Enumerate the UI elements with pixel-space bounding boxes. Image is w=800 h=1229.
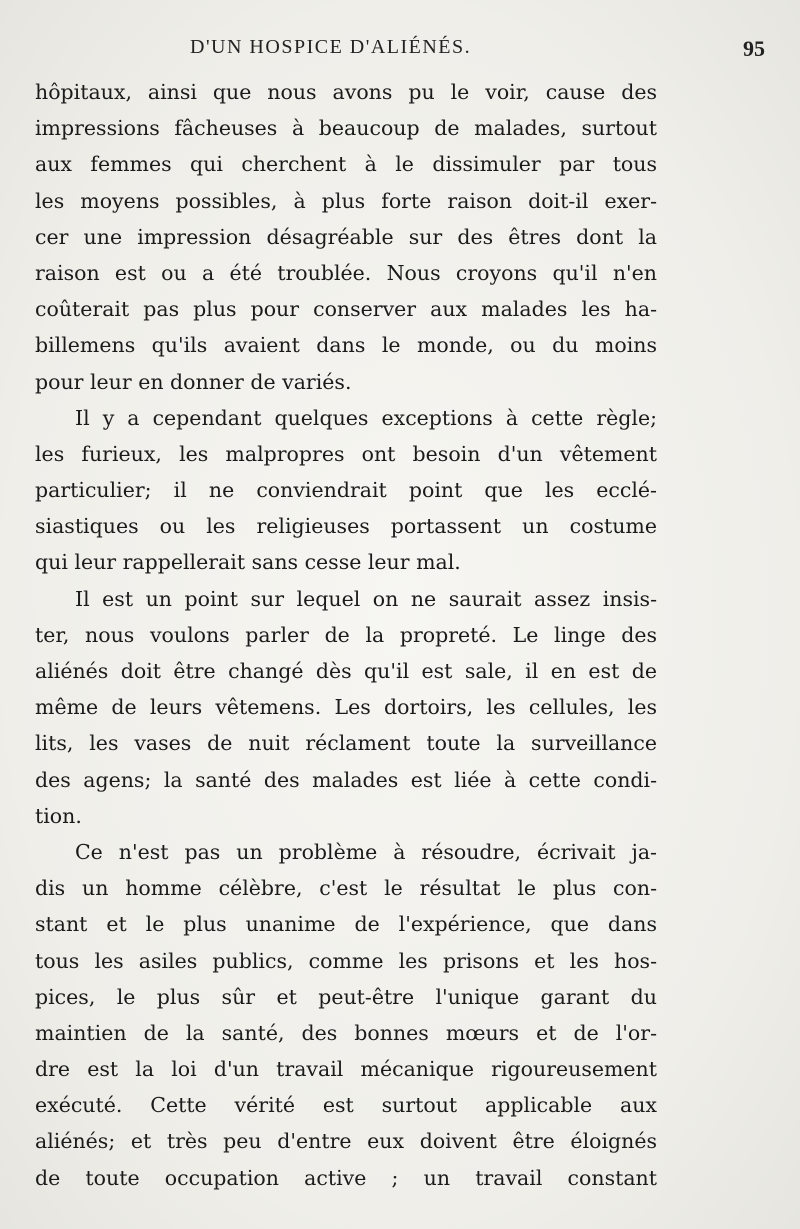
text-line: Il y a cependant quelques exceptions à cette règle; <box>75 405 657 430</box>
text-line: coûterait pas plus pour conserver aux malades les ha- <box>35 297 657 322</box>
text-line: lits, les vases de nuit réclament toute la surveillance <box>35 731 657 756</box>
text-line: Il est un point sur lequel on ne saurait assez insis- <box>75 586 657 611</box>
page-header <box>35 36 765 66</box>
text-line: les moyens possibles, à plus forte raison doit-il exer- <box>35 188 657 213</box>
text-line: aux femmes qui cherchent à le dissimuler par tous <box>35 152 657 177</box>
text-line: exécuté. Cette vérité est surtout applicable aux <box>35 1093 657 1118</box>
text-line: tion. <box>35 803 82 828</box>
text-line: ter, nous voulons parler de la propreté. Le linge des <box>35 622 657 647</box>
text-line: aliénés; et très peu d'entre eux doivent être éloignés <box>35 1129 657 1154</box>
text-line: dis un homme célèbre, c'est le résultat le plus con- <box>35 876 657 901</box>
text-line: Ce n'est pas un problème à résoudre, écrivait ja- <box>75 839 657 864</box>
text-line: particulier; il ne conviendrait point que les ecclé- <box>35 478 657 503</box>
text-line: raison est ou a été troublée. Nous croyons qu'il n'en <box>35 260 657 285</box>
text-line: de toute occupation active ; un travail constant <box>35 1165 657 1190</box>
text-line: stant et le plus unanime de l'expérience, que dans <box>35 912 657 937</box>
page-number: 95 <box>743 36 765 61</box>
text-line: des agens; la santé des malades est liée à cette condi- <box>35 767 657 792</box>
text-line: tous les asiles publics, comme les prisons et les hos- <box>35 948 657 973</box>
text-line: pour leur en donner de variés. <box>35 369 352 394</box>
body-text <box>35 74 657 1196</box>
text-line: cer une impression désagréable sur des êtres dont la <box>35 224 657 249</box>
text-line: billemens qu'ils avaient dans le monde, ou du moins <box>35 333 657 358</box>
text-line: hôpitaux, ainsi que nous avons pu le voir, cause des <box>35 80 657 104</box>
text-line: qui leur rappellerait sans cesse leur mal. <box>35 550 461 575</box>
text-line: pices, le plus sûr et peut-être l'unique garant du <box>35 984 657 1009</box>
text-line: impressions fâcheuses à beaucoup de malades, surtout <box>35 116 657 141</box>
text-line: siastiques ou les religieuses portassent un costume <box>35 514 657 539</box>
text-line: dre est la loi d'un travail mécanique rigoureusement <box>35 1057 657 1082</box>
text-line: aliénés doit être changé dès qu'il est sale, il en est de <box>35 659 657 683</box>
running-title: D'UN HOSPICE D'ALIÉNÉS. <box>190 36 472 58</box>
text-line: même de leurs vêtemens. Les dortoirs, les cellules, les <box>35 695 657 720</box>
text-line: les furieux, les malpropres ont besoin d'un vêtement <box>35 441 657 466</box>
text-line: maintien de la santé, des bonnes mœurs et de l'or- <box>35 1020 657 1045</box>
